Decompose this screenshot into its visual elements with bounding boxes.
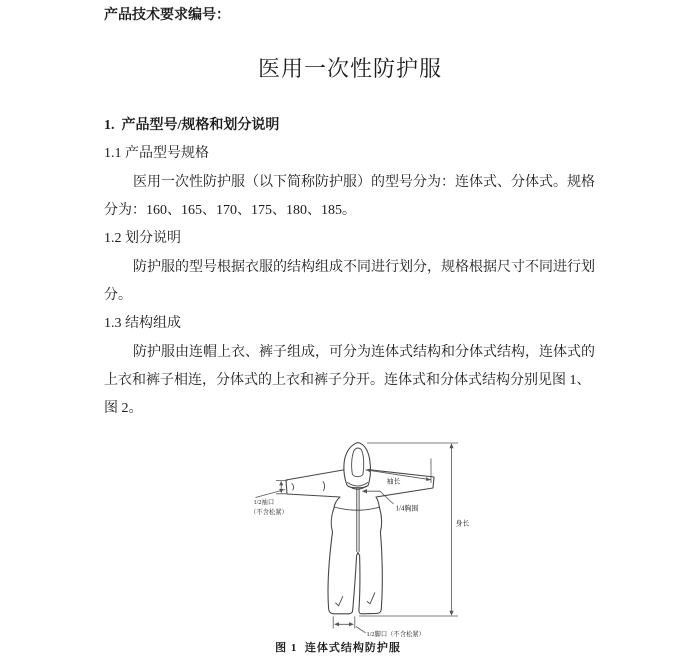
body-length-label: 身长 [455,519,470,528]
half-leg-arrowhead-left [334,622,339,626]
paragraph-1-line-1: 医用一次性防护服（以下简称防护服）的型号分为：连体式、分体式。规格 [133,174,595,190]
doc-body [104,112,604,424]
coverall-line-drawing [230,420,490,638]
paragraph-3-line-2: 上衣和裤子相连，分体式的上衣和裤子分开。连体式和分体式结构分别见图 1、 [104,373,591,389]
subsection-1-1-heading: 1.1 产品型号规格 [104,146,209,162]
paragraph-3-line-1: 防护服由连帽上衣、裤子组成，可分为连体式结构和分体式结构，连体式的 [133,344,595,360]
half-cuff-label-line1: 1/2袖口 [253,499,275,506]
figure-1-coverall-diagram [230,420,490,657]
half-leg-arrowhead-right [349,622,354,626]
half-cuff-arrowhead-top [279,481,283,486]
paragraph-2-line-1: 防护服的型号根据衣服的结构组成不同进行划分，规格根据尺寸不同进行划 [133,259,595,275]
figure-1-caption: 图 1 连体式结构防护服 [275,642,401,654]
section-1-heading: 1. 产品型号/规格和划分说明 [104,118,280,133]
sleeve-length-label: 袖长 [386,477,401,486]
half-cuff-label-line2: （不含松紧） [250,509,288,516]
paragraph-3-line-3: 图 2。 [104,401,143,417]
doc-title: 医用一次性防护服 [257,56,442,81]
subsection-1-2-heading: 1.2 划分说明 [104,231,181,247]
half-leg-opening-label: 1/2脚口（不含松紧） [366,631,425,638]
coverall-body-outline [286,468,434,614]
quarter-chest-label: 1/4胸围 [395,504,419,513]
paragraph-1-line-2: 分为：160、165、170、175、180、185。 [104,203,356,219]
hood-outline [344,443,371,488]
doc-number-label: 产品技术要求编号： [104,8,230,23]
subsection-1-3-heading: 1.3 结构组成 [104,316,181,332]
paragraph-2-line-2: 分。 [104,288,132,304]
